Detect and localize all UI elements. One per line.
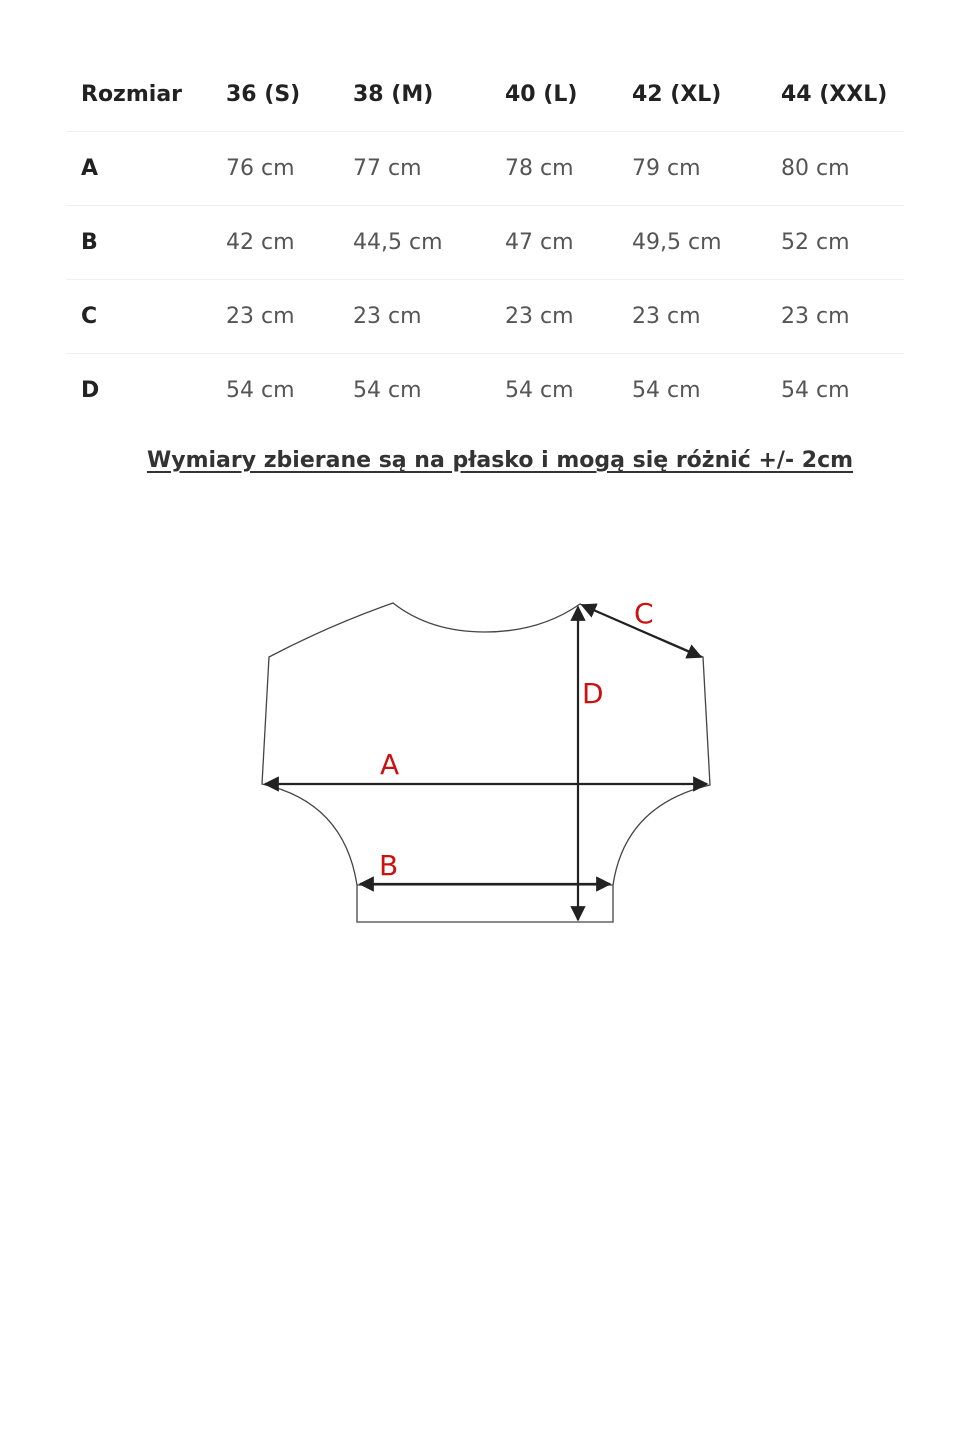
table-cell: 80 cm (781, 132, 904, 206)
row-label-d: D (66, 354, 226, 428)
label-a: A (380, 748, 400, 781)
header-size-42: 42 (XL) (632, 82, 722, 107)
table-cell: 54 cm (353, 354, 505, 428)
label-d: D (582, 677, 604, 710)
table-cell: 23 cm (353, 280, 505, 354)
table-cell: 79 cm (632, 132, 781, 206)
header-size-40: 40 (L) (505, 82, 578, 107)
table-cell: 76 cm (226, 132, 353, 206)
row-label-b: B (66, 206, 226, 280)
table-cell: 44,5 cm (353, 206, 505, 280)
label-c: C (634, 597, 654, 630)
header-size-36: 36 (S) (226, 82, 301, 107)
table-cell: 78 cm (505, 132, 632, 206)
table-cell: 54 cm (632, 354, 781, 428)
header-size-44: 44 (XXL) (781, 82, 888, 107)
table-cell: 23 cm (632, 280, 781, 354)
table-cell: 47 cm (505, 206, 632, 280)
table-cell: 54 cm (781, 354, 904, 428)
table-cell: 52 cm (781, 206, 904, 280)
row-label-a: A (66, 132, 226, 206)
table-cell: 54 cm (226, 354, 353, 428)
table-cell: 49,5 cm (632, 206, 781, 280)
header-size-38: 38 (M) (353, 82, 434, 107)
table-cell: 77 cm (353, 132, 505, 206)
label-b: B (379, 849, 399, 882)
measurement-note: Wymiary zbierane są na płasko i mogą się różnić +/- 2cm (146, 448, 854, 473)
table-cell: 23 cm (226, 280, 353, 354)
table-cell: 42 cm (226, 206, 353, 280)
table-cell: 23 cm (505, 280, 632, 354)
header-size-label: Rozmiar (81, 82, 183, 107)
table-cell: 23 cm (781, 280, 904, 354)
table-cell: 54 cm (505, 354, 632, 428)
garment-outline (262, 603, 710, 922)
row-label-c: C (66, 280, 226, 354)
